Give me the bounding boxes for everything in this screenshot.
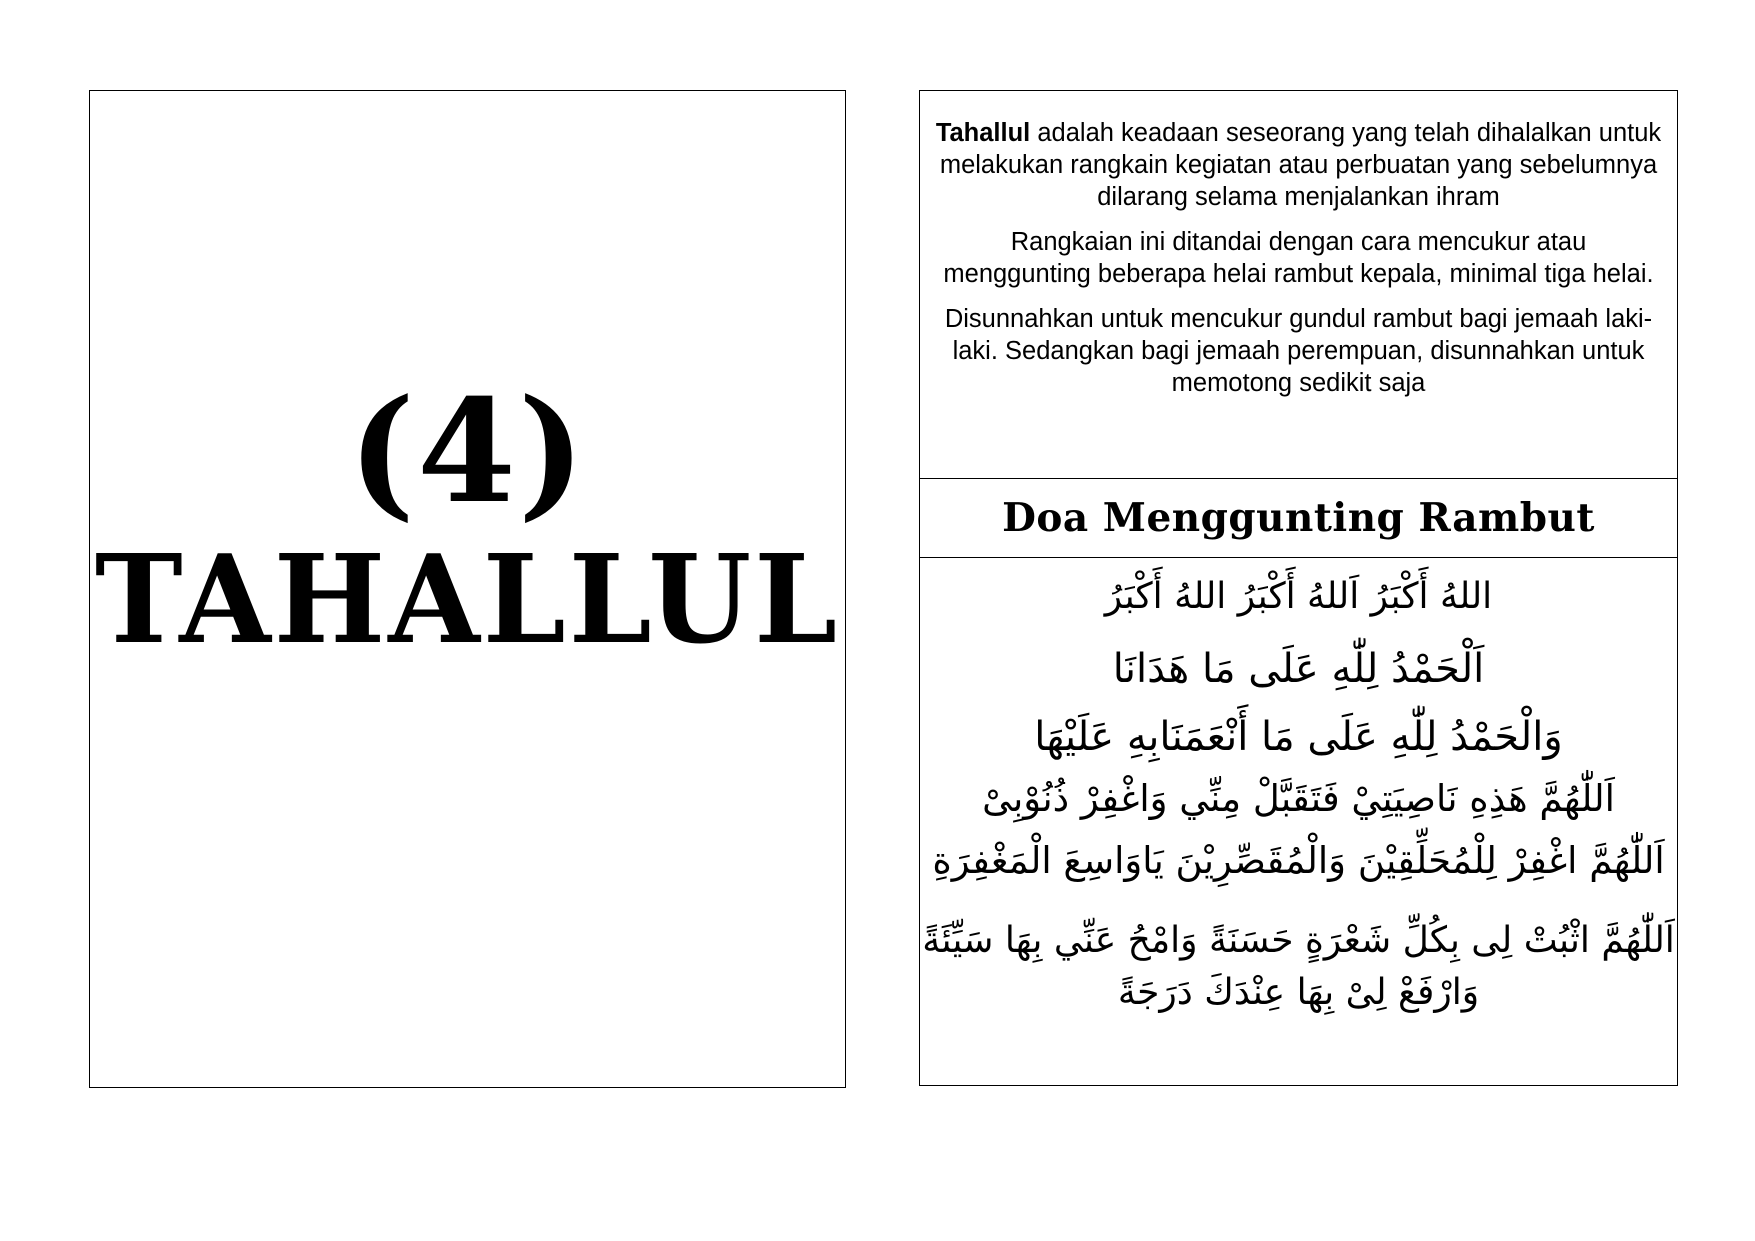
content-card <box>919 90 1678 1086</box>
section-number: (4) <box>347 369 588 535</box>
section-title: TAHALLUL <box>94 527 841 672</box>
description-paragraph-1 <box>934 117 1663 213</box>
doa-line: اَللّٰهُمَّ هَذِهِ نَاصِيَتِيْ فَتَقَبَّلْ مِنِّي وَاغْفِرْ ذُنُوْبِىْ <box>982 777 1615 820</box>
description-section <box>920 91 1677 479</box>
doa-line: وَارْفَعْ لِىْ بِهَا عِنْدَكَ دَرَجَةً <box>1117 972 1480 1013</box>
doa-title: Doa Menggunting Rambut <box>1002 495 1595 541</box>
description-term: Tahallul <box>935 119 1031 147</box>
description-paragraph-2: Rangkaian ini ditandai dengan cara mencukur atau menggunting beberapa helai rambut kepala, minimal tiga helai. <box>943 228 1654 288</box>
doa-line: اَلْحَمْدُ لِلّٰهِ عَلَى مَا هَدَانَا <box>1112 646 1485 692</box>
description-definition: adalah keadaan seseorang yang telah dihalalkan untuk melakukan rangkain kegiatan atau perbuatan yang sebelumnya dilarang selama menjalankan ihram <box>939 119 1662 211</box>
doa-line: وَالْحَمْدُ لِلّٰهِ عَلَى مَا أَنْعَمَنَابِهِ عَلَيْهَا <box>1034 714 1563 760</box>
doa-line: اَللّٰهُمَّ اثْبُتْ لِى بِكُلِّ شَعْرَةٍ حَسَنَةً وَامْحُ عَنِّي بِهَا سَيِّئَةً <box>922 920 1675 961</box>
title-card <box>89 90 846 1088</box>
description-paragraph-3: Disunnahkan untuk mencukur gundul rambut bagi jemaah laki-laki. Sedangkan bagi jemaah perempuan, disunnahkan untuk memotong sedikit saja <box>944 305 1653 397</box>
doa-arabic-text <box>920 558 1677 1085</box>
doa-line: اللهُ أَكْبَرُ اَللهُ أَكْبَرُ اللهُ أَكْبَرُ <box>1104 576 1493 617</box>
doa-title-section <box>920 479 1677 558</box>
doa-line: اَللّٰهُمَّ اغْفِرْ لِلْمُحَلِّقِيْنَ وَالْمُقَصِّرِيْنَ يَاوَاسِعَ الْمَغْفِرَةِ <box>932 839 1665 882</box>
